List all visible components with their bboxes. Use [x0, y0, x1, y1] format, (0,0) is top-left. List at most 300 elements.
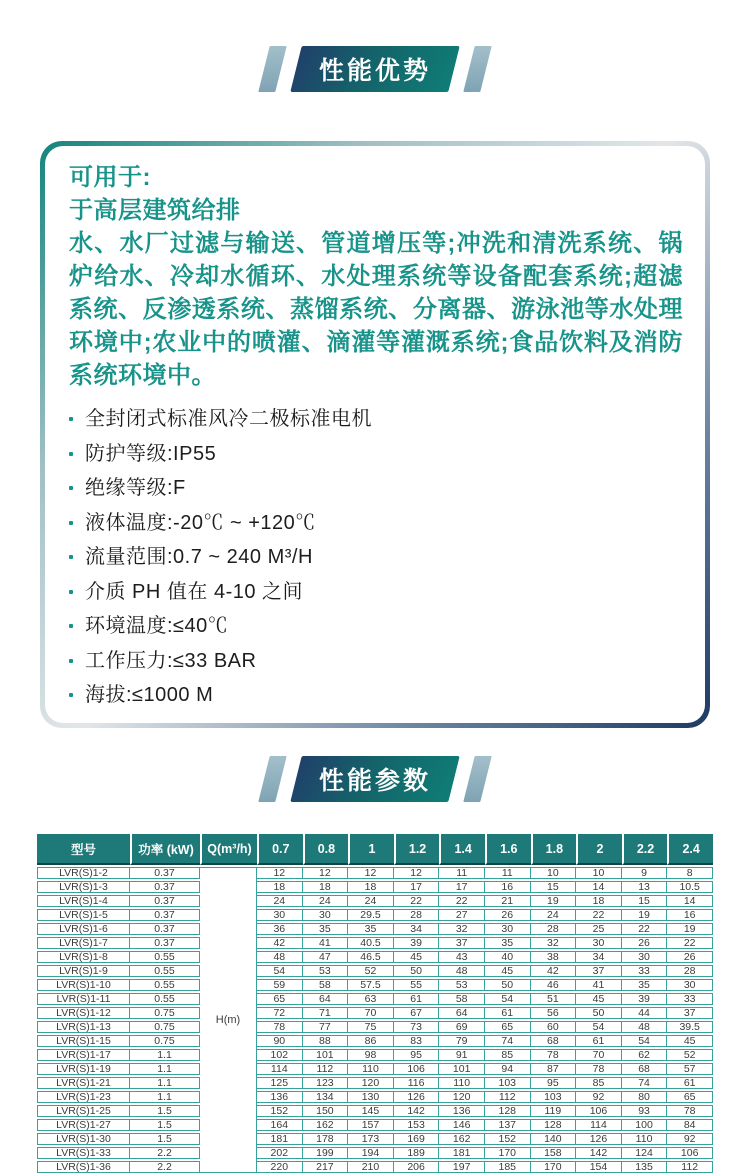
head-value-cell: 18 [257, 881, 303, 893]
head-value-cell: 40.5 [348, 937, 394, 949]
head-value-cell: 28 [531, 923, 577, 935]
head-value-cell: 52 [667, 1049, 713, 1061]
head-value-cell: 61 [394, 993, 440, 1005]
head-value-cell: 130 [348, 1091, 394, 1103]
column-header: 1.6 [485, 834, 531, 865]
banner-accent-right [463, 756, 491, 802]
head-value-cell: 62 [622, 1049, 668, 1061]
head-value-cell: 16 [667, 909, 713, 921]
head-value-cell: 22 [622, 923, 668, 935]
feature-item-text: 介质 PH 值在 4-10 之间 [85, 580, 304, 603]
head-value-cell: 22 [576, 909, 622, 921]
bullet-dot-icon [69, 659, 73, 663]
bullet-dot-icon [69, 624, 73, 628]
head-value-cell: 10.5 [667, 881, 713, 893]
head-value-cell: 202 [257, 1147, 303, 1159]
table-row [37, 1021, 713, 1033]
model-cell: LVR(S)1-30 [37, 1133, 130, 1145]
head-value-cell: 26 [622, 937, 668, 949]
table-row [37, 867, 713, 879]
head-value-cell: 50 [485, 979, 531, 991]
head-value-cell: 42 [257, 937, 303, 949]
head-value-cell: 22 [394, 895, 440, 907]
head-value-cell: 30 [622, 951, 668, 963]
head-value-cell: 18 [576, 895, 622, 907]
head-value-cell: 146 [439, 1119, 485, 1131]
head-value-cell: 102 [257, 1049, 303, 1061]
head-value-cell: 42 [531, 965, 577, 977]
feature-item-text: 绝缘等级:F [85, 477, 186, 499]
bullet-dot-icon [69, 486, 73, 490]
head-value-cell: 92 [667, 1133, 713, 1145]
head-value-cell: 145 [348, 1105, 394, 1117]
head-value-cell: 50 [394, 965, 440, 977]
performance-table-head [37, 834, 713, 865]
head-value-cell: 24 [531, 909, 577, 921]
head-value-cell: 16 [485, 881, 531, 893]
head-value-cell: 103 [485, 1077, 531, 1089]
head-value-cell: 88 [303, 1035, 349, 1047]
model-cell: LVR(S)1-11 [37, 993, 130, 1005]
head-value-cell: 136 [439, 1105, 485, 1117]
table-row [37, 1077, 713, 1089]
head-value-cell: 19 [622, 909, 668, 921]
head-value-cell: 27 [439, 909, 485, 921]
power-cell: 1.1 [130, 1077, 200, 1089]
head-value-cell: 206 [394, 1161, 440, 1173]
head-value-cell: 12 [303, 867, 349, 879]
parameters-title: 性能参数 [318, 767, 431, 795]
head-value-cell: 123 [303, 1077, 349, 1089]
head-value-cell: 10 [576, 867, 622, 879]
power-cell: 0.75 [130, 1035, 200, 1047]
head-value-cell: 19 [531, 895, 577, 907]
head-value-cell: 100 [622, 1119, 668, 1131]
advantages-banner [290, 46, 459, 92]
head-value-cell: 12 [348, 867, 394, 879]
power-cell: 0.75 [130, 1021, 200, 1033]
head-value-cell: 74 [485, 1035, 531, 1047]
head-value-cell: 11 [485, 867, 531, 879]
head-value-cell: 19 [667, 923, 713, 935]
head-value-cell: 43 [439, 951, 485, 963]
bullet-dot-icon [69, 693, 73, 697]
table-row [37, 1161, 713, 1173]
head-value-cell: 70 [576, 1049, 622, 1061]
head-value-cell: 85 [576, 1077, 622, 1089]
table-row [37, 1119, 713, 1131]
head-value-cell: 57.5 [348, 979, 394, 991]
head-value-cell: 142 [394, 1105, 440, 1117]
head-value-cell: 110 [622, 1133, 668, 1145]
head-value-cell: 28 [394, 909, 440, 921]
head-value-cell: 24 [348, 895, 394, 907]
head-value-cell: 45 [576, 993, 622, 1005]
head-value-cell: 95 [531, 1077, 577, 1089]
model-cell: LVR(S)1-15 [37, 1035, 130, 1047]
head-value-cell: 150 [303, 1105, 349, 1117]
model-cell: LVR(S)1-4 [37, 895, 130, 907]
head-value-cell: 18 [348, 881, 394, 893]
head-value-cell: 51 [531, 993, 577, 1005]
head-value-cell: 94 [485, 1063, 531, 1075]
feature-item [69, 540, 683, 575]
table-row [37, 1091, 713, 1103]
head-value-cell: 13 [622, 881, 668, 893]
head-value-cell: 128 [531, 1119, 577, 1131]
feature-item [69, 678, 683, 713]
head-value-cell: 73 [394, 1021, 440, 1033]
head-value-cell: 53 [303, 965, 349, 977]
head-value-cell: 55 [394, 979, 440, 991]
model-cell: LVR(S)1-19 [37, 1063, 130, 1075]
head-value-cell: 36 [257, 923, 303, 935]
head-value-cell: 26 [667, 951, 713, 963]
head-value-cell: 61 [576, 1035, 622, 1047]
model-cell: LVR(S)1-25 [37, 1105, 130, 1117]
column-header: 0.8 [303, 834, 349, 865]
column-header: Q(m³/h) [200, 834, 257, 865]
head-value-cell: 170 [531, 1161, 577, 1173]
head-value-cell: 181 [439, 1147, 485, 1159]
head-value-cell: 77 [303, 1021, 349, 1033]
bullet-dot-icon [69, 555, 73, 559]
head-value-cell: 64 [303, 993, 349, 1005]
parameters-banner [290, 756, 459, 802]
table-row [37, 965, 713, 977]
head-value-cell: 12 [257, 867, 303, 879]
column-header: 0.7 [257, 834, 303, 865]
model-cell: LVR(S)1-3 [37, 881, 130, 893]
head-value-cell: 142 [576, 1147, 622, 1159]
head-value-cell: 30 [485, 923, 531, 935]
header-row [37, 834, 713, 865]
power-cell: 1.5 [130, 1133, 200, 1145]
head-value-cell: 64 [439, 1007, 485, 1019]
head-value-cell: 153 [394, 1119, 440, 1131]
head-value-cell: 40 [485, 951, 531, 963]
power-cell: 0.55 [130, 993, 200, 1005]
head-value-cell: 18 [303, 881, 349, 893]
head-value-cell: 10 [531, 867, 577, 879]
power-cell: 0.55 [130, 979, 200, 991]
head-value-cell: 70 [348, 1007, 394, 1019]
head-value-cell: 72 [257, 1007, 303, 1019]
head-value-cell: 112 [667, 1161, 713, 1173]
feature-item-text: 液体温度:-20℃ ~ +120℃ [85, 511, 316, 534]
head-value-cell: 128 [485, 1105, 531, 1117]
model-cell: LVR(S)1-5 [37, 909, 130, 921]
head-value-cell: 78 [257, 1021, 303, 1033]
table-row [37, 1007, 713, 1019]
power-cell: 0.37 [130, 867, 200, 879]
head-value-cell: 78 [531, 1049, 577, 1061]
head-value-cell: 75 [348, 1021, 394, 1033]
head-value-cell: 54 [485, 993, 531, 1005]
head-value-cell: 98 [348, 1049, 394, 1061]
head-value-cell: 58 [439, 993, 485, 1005]
head-value-cell: 63 [348, 993, 394, 1005]
table-row [37, 1147, 713, 1159]
table-row [37, 881, 713, 893]
head-value-cell: 46.5 [348, 951, 394, 963]
head-value-cell: 85 [485, 1049, 531, 1061]
head-value-cell: 39 [394, 937, 440, 949]
head-value-cell: 14 [576, 881, 622, 893]
head-value-cell: 8 [667, 867, 713, 879]
head-value-cell: 136 [257, 1091, 303, 1103]
head-value-cell: 90 [257, 1035, 303, 1047]
head-value-cell: 92 [576, 1091, 622, 1103]
banner-accent-right [463, 46, 491, 92]
head-value-cell: 91 [439, 1049, 485, 1061]
power-cell: 0.75 [130, 1007, 200, 1019]
head-value-cell: 197 [439, 1161, 485, 1173]
feature-item [69, 471, 683, 506]
head-value-cell: 110 [439, 1077, 485, 1089]
head-value-cell: 37 [439, 937, 485, 949]
head-value-cell: 120 [439, 1091, 485, 1103]
banner-accent-left [258, 46, 286, 92]
model-cell: LVR(S)1-12 [37, 1007, 130, 1019]
table-row [37, 895, 713, 907]
head-value-cell: 157 [348, 1119, 394, 1131]
head-value-cell: 25 [576, 923, 622, 935]
head-value-cell: 30 [303, 909, 349, 921]
head-value-cell: 60 [531, 1021, 577, 1033]
power-cell: 1.5 [130, 1105, 200, 1117]
head-value-cell: 87 [531, 1063, 577, 1075]
model-cell: LVR(S)1-36 [37, 1161, 130, 1173]
feature-box [40, 141, 710, 728]
head-value-cell: 44 [622, 1007, 668, 1019]
feature-item [69, 609, 683, 644]
head-value-cell: 56 [531, 1007, 577, 1019]
head-value-cell: 37 [576, 965, 622, 977]
head-value-cell: 158 [531, 1147, 577, 1159]
head-value-cell: 185 [485, 1161, 531, 1173]
head-value-cell: 164 [257, 1119, 303, 1131]
head-value-cell: 110 [348, 1063, 394, 1075]
head-value-cell: 93 [622, 1105, 668, 1117]
head-value-cell: 74 [622, 1077, 668, 1089]
head-value-cell: 15 [622, 895, 668, 907]
head-value-cell: 35 [303, 923, 349, 935]
head-value-cell: 61 [485, 1007, 531, 1019]
power-cell: 0.37 [130, 909, 200, 921]
table-row [37, 993, 713, 1005]
head-value-cell: 15 [531, 881, 577, 893]
head-value-cell: 114 [257, 1063, 303, 1075]
head-value-cell: 106 [394, 1063, 440, 1075]
column-header: 功率 (kW) [130, 834, 200, 865]
column-header: 2.2 [622, 834, 668, 865]
head-value-cell: 86 [348, 1035, 394, 1047]
head-value-cell: 78 [667, 1105, 713, 1117]
head-value-cell: 79 [439, 1035, 485, 1047]
power-cell: 1.5 [130, 1119, 200, 1131]
advantages-section-header [0, 45, 750, 92]
power-cell: 0.37 [130, 881, 200, 893]
head-value-cell: 48 [439, 965, 485, 977]
head-value-cell: 65 [667, 1091, 713, 1103]
usage-heading: 可用于: [69, 164, 151, 191]
table-row [37, 1105, 713, 1117]
power-cell: 2.2 [130, 1161, 200, 1173]
head-value-cell: 48 [622, 1021, 668, 1033]
head-value-cell: 194 [348, 1147, 394, 1159]
feature-item-text: 海拔:≤1000 M [85, 684, 214, 706]
feature-item-text: 防护等级:IP55 [85, 442, 217, 465]
head-value-cell: 210 [348, 1161, 394, 1173]
column-header: 1.8 [531, 834, 577, 865]
head-value-cell: 83 [394, 1035, 440, 1047]
model-cell: LVR(S)1-23 [37, 1091, 130, 1103]
head-value-cell: 47 [303, 951, 349, 963]
advantages-title: 性能优势 [318, 56, 431, 85]
head-value-cell: 84 [667, 1119, 713, 1131]
feature-item-text: 全封闭式标准风冷二极标准电机 [85, 408, 372, 430]
head-value-cell: 103 [531, 1091, 577, 1103]
model-cell: LVR(S)1-27 [37, 1119, 130, 1131]
head-value-cell: 30 [576, 937, 622, 949]
bullet-dot-icon [69, 452, 73, 456]
head-value-cell: 58 [303, 979, 349, 991]
head-value-cell: 30 [257, 909, 303, 921]
head-value-cell: 61 [667, 1077, 713, 1089]
head-value-cell: 59 [257, 979, 303, 991]
head-value-cell: 22 [439, 895, 485, 907]
table-row [37, 937, 713, 949]
head-value-cell: 54 [622, 1035, 668, 1047]
column-header: 2.4 [667, 834, 713, 865]
head-value-cell: 39.5 [667, 1021, 713, 1033]
head-value-cell: 124 [622, 1147, 668, 1159]
head-value-cell: 67 [394, 1007, 440, 1019]
head-value-cell: 32 [531, 937, 577, 949]
model-cell: LVR(S)1-8 [37, 951, 130, 963]
column-header: 2 [576, 834, 622, 865]
head-value-cell: 114 [576, 1119, 622, 1131]
head-value-cell: 134 [303, 1091, 349, 1103]
head-value-cell: 35 [485, 937, 531, 949]
head-value-cell: 35 [348, 923, 394, 935]
table-row [37, 909, 713, 921]
head-value-cell: 173 [348, 1133, 394, 1145]
head-value-cell: 22 [667, 937, 713, 949]
table-row [37, 1035, 713, 1047]
head-value-cell: 162 [439, 1133, 485, 1145]
bullet-dot-icon [69, 417, 73, 421]
head-value-cell: 162 [303, 1119, 349, 1131]
head-value-cell: 217 [303, 1161, 349, 1173]
head-value-cell: 135 [622, 1161, 668, 1173]
head-value-cell: 12 [394, 867, 440, 879]
head-value-cell: 52 [348, 965, 394, 977]
column-header: 1.2 [394, 834, 440, 865]
head-value-cell: 34 [576, 951, 622, 963]
head-value-cell: 39 [622, 993, 668, 1005]
head-value-cell: 181 [257, 1133, 303, 1145]
power-cell: 1.1 [130, 1049, 200, 1061]
head-value-cell: 37 [667, 1007, 713, 1019]
head-value-cell: 154 [576, 1161, 622, 1173]
head-value-cell: 112 [303, 1063, 349, 1075]
head-value-cell: 34 [394, 923, 440, 935]
head-value-cell: 68 [531, 1035, 577, 1047]
head-value-cell: 41 [303, 937, 349, 949]
feature-item [69, 437, 683, 472]
head-value-cell: 189 [394, 1147, 440, 1159]
head-value-cell: 120 [348, 1077, 394, 1089]
model-cell: LVR(S)1-6 [37, 923, 130, 935]
head-value-cell: 41 [576, 979, 622, 991]
head-value-cell: 101 [303, 1049, 349, 1061]
head-value-cell: 45 [667, 1035, 713, 1047]
head-value-cell: 57 [667, 1063, 713, 1075]
power-cell: 0.37 [130, 923, 200, 935]
model-cell: LVR(S)1-21 [37, 1077, 130, 1089]
head-value-cell: 119 [531, 1105, 577, 1117]
head-value-cell: 50 [576, 1007, 622, 1019]
head-value-cell: 30 [667, 979, 713, 991]
head-value-cell: 9 [622, 867, 668, 879]
head-value-cell: 220 [257, 1161, 303, 1173]
column-header: 型号 [37, 834, 130, 865]
head-value-cell: 69 [439, 1021, 485, 1033]
head-value-cell: 152 [485, 1133, 531, 1145]
head-value-cell: 33 [622, 965, 668, 977]
head-value-cell: 152 [257, 1105, 303, 1117]
bullet-dot-icon [69, 590, 73, 594]
power-cell: 0.55 [130, 965, 200, 977]
model-cell: LVR(S)1-9 [37, 965, 130, 977]
head-value-cell: 24 [257, 895, 303, 907]
head-value-cell: 106 [667, 1147, 713, 1159]
feature-item [69, 402, 683, 437]
head-value-cell: 17 [394, 881, 440, 893]
parameters-section-header [0, 756, 750, 803]
head-value-cell: 101 [439, 1063, 485, 1075]
head-value-cell: 140 [531, 1133, 577, 1145]
head-value-cell: 112 [485, 1091, 531, 1103]
model-cell: LVR(S)1-13 [37, 1021, 130, 1033]
power-cell: 0.37 [130, 895, 200, 907]
usage-line: 于高层建筑给排 [69, 197, 241, 224]
model-cell: LVR(S)1-10 [37, 979, 130, 991]
head-value-cell: 14 [667, 895, 713, 907]
head-value-cell: 199 [303, 1147, 349, 1159]
head-value-cell: 126 [576, 1133, 622, 1145]
table-row [37, 1133, 713, 1145]
head-value-cell: 170 [485, 1147, 531, 1159]
table-row [37, 979, 713, 991]
feature-box-inner [45, 146, 705, 723]
head-value-cell: 26 [485, 909, 531, 921]
model-cell: LVR(S)1-33 [37, 1147, 130, 1159]
table-row [37, 1063, 713, 1075]
head-value-cell: 169 [394, 1133, 440, 1145]
head-value-cell: 35 [622, 979, 668, 991]
head-unit-cell: H(m) [200, 867, 257, 1173]
power-cell: 1.1 [130, 1063, 200, 1075]
feature-item [69, 575, 683, 610]
head-value-cell: 45 [485, 965, 531, 977]
feature-item [69, 506, 683, 541]
head-value-cell: 80 [622, 1091, 668, 1103]
bullet-dot-icon [69, 521, 73, 525]
feature-item-text: 工作压力:≤33 BAR [85, 649, 257, 672]
